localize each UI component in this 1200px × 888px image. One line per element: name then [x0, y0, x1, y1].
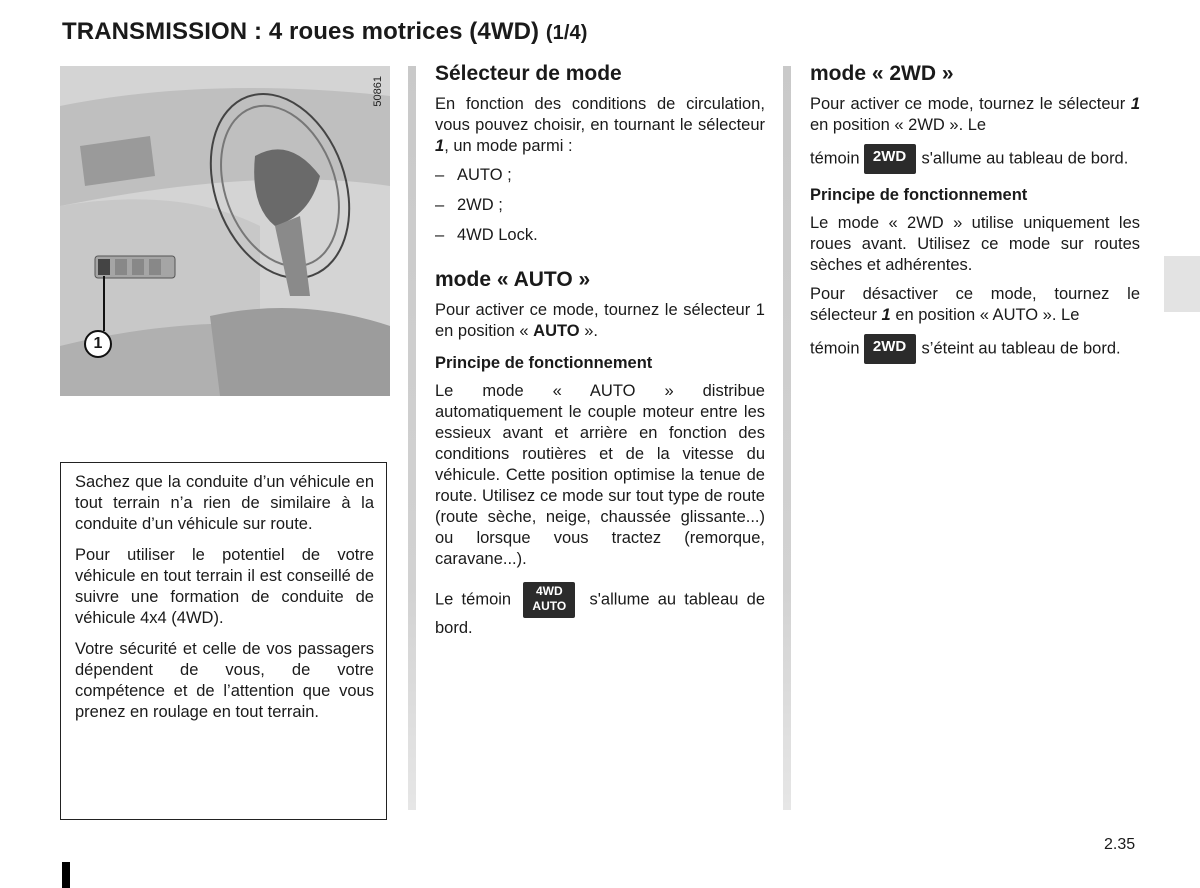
column-2wd-mode	[810, 60, 1140, 372]
page-number: 2.35	[1104, 836, 1136, 853]
page-title: TRANSMISSION : 4 roues motrices (4WD) (1/4)	[62, 18, 588, 45]
note-paragraph-2: Pour utiliser le potentiel de votre véhicule en tout terrain il est conseillé de suivre une formation de conduite de véhicule 4x4 (4WD).	[75, 546, 374, 627]
corner-mark	[62, 862, 70, 888]
page-part: (1/4)	[545, 22, 588, 44]
column-auto-mode	[435, 60, 765, 647]
2wd-mode-heading: mode « 2WD »	[810, 62, 954, 85]
auto-principle-text: Le mode « AUTO » distribue automatiquement le couple moteur entre les essieux avant et arrière en fonction des conditions routières et de la vitesse du véhicule. Cette position optimise la tenue de route. Utilisez ce mode sur tout type de route (route sèche, neige, chaussée glissante...) ou lorsque vous tractez (remorque, caravane...).	[435, 382, 765, 568]
2wd-principle-heading: Principe de fonctionnement	[810, 186, 1028, 204]
auto-principle-heading: Principe de fonctionnement	[435, 354, 653, 372]
column-divider-2	[783, 66, 791, 810]
4wd-auto-indicator-icon: 4WD AUTO	[523, 582, 575, 618]
2wd-indicator-icon: 2WD	[864, 144, 916, 174]
selector-heading: Sélecteur de mode	[435, 62, 622, 85]
list-item: – 2WD ;	[435, 196, 503, 214]
section-tab	[1164, 256, 1200, 312]
list-item: – AUTO ;	[435, 166, 512, 184]
auto-indicator-text: Le témoin 4WD AUTO s'allume au tableau de bord.	[435, 584, 765, 637]
list-item: – 4WD Lock.	[435, 226, 538, 244]
selector-ref: 1	[435, 137, 445, 155]
note-paragraph-1: Sachez que la conduite d’un véhicule en tout terrain n’a rien de similaire à la conduite d’un véhicule sur route.	[75, 473, 374, 533]
mode-list	[435, 165, 765, 246]
2wd-deactivate-text: Pour désactiver ce mode, tournez le sélecteur 1 en position « AUTO ». Le	[810, 285, 1140, 324]
2wd-indicator-icon: 2WD	[864, 334, 916, 364]
figure-code: 50861	[372, 76, 384, 107]
note-paragraph-3: Votre sécurité et celle de vos passagers dépendent de vous, de votre compétence et de l’attention que vous prenez en roulage en tout terrain.	[75, 640, 374, 721]
auto-activate-text: Pour activer ce mode, tournez le sélecteur 1 en position « AUTO ».	[435, 301, 765, 340]
auto-mode-heading: mode « AUTO »	[435, 268, 591, 291]
2wd-principle-text: Le mode « 2WD » utilise uniquement les roues avant. Utilisez ce mode sur routes sèches et adhérentes.	[810, 214, 1140, 274]
warning-note-box	[60, 462, 387, 820]
2wd-activate-text: Pour activer ce mode, tournez le sélecteur 1 en position « 2WD ». Le	[810, 95, 1140, 134]
callout-1: 1	[84, 330, 112, 358]
selector-text: En fonction des conditions de circulation, vous pouvez choisir, en tournant le sélecteur 1, un mode parmi :	[435, 95, 765, 155]
column-divider-1	[408, 66, 416, 810]
2wd-off-text: témoin 2WD s’éteint au tableau de bord.	[810, 334, 1140, 364]
2wd-on-text: témoin 2WD s'allume au tableau de bord.	[810, 144, 1140, 174]
